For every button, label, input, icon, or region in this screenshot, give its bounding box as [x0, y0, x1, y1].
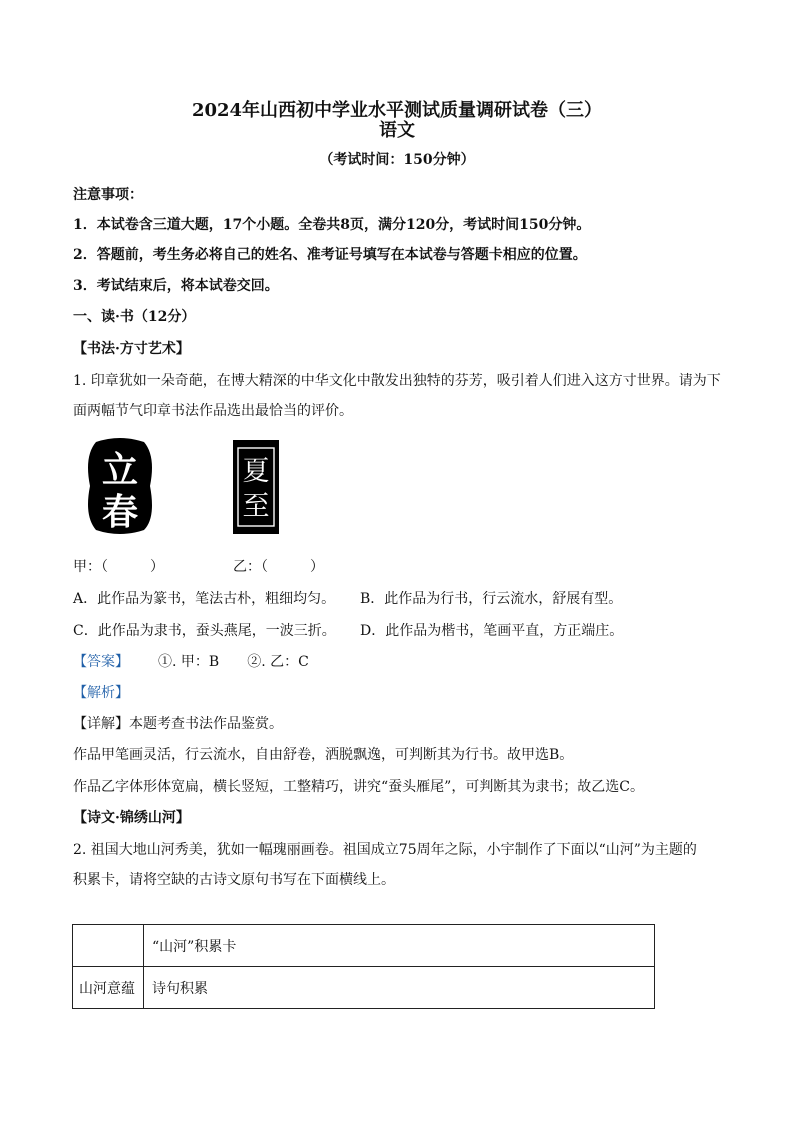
card-title-cell: “山河”积累卡: [144, 925, 655, 967]
question-1-text: 1. 印章犹如一朵奇葩，在博大精深的中华文化中散发出独特的芬芳，吸引着人们进入这方寸世界。请为下: [73, 373, 721, 389]
seal-char: 至: [242, 491, 270, 522]
seal-char: 夏: [242, 456, 270, 487]
question-2-text: 2. 祖国大地山河秀美，犹如一幅瑰丽画卷。祖国成立75周年之际，小宇制作了下面以“山河”为主题的: [73, 842, 697, 858]
note-item: 1．本试卷含三道大题，17个小题。全卷共8页，满分120分，考试时间150分钟。: [73, 217, 591, 233]
option-d: D．此作品为楷书，笔画平直，方正端庄。: [360, 623, 624, 639]
section-heading: 一、读·书（12分）: [73, 309, 196, 325]
subsection-heading: 【书法·方寸艺术】: [73, 341, 190, 357]
option-a: A．此作品为篆书，笔法古朴，粗细均匀。: [73, 591, 336, 607]
question-2-text-cont: 积累卡，请将空缺的古诗文原句书写在下面横线上。: [73, 872, 395, 888]
seal-image-yi: [233, 440, 279, 534]
accumulation-card-table: [72, 924, 655, 1009]
table-cell-empty: [73, 925, 144, 967]
option-b: B．此作品为行书，行云流水，舒展有型。: [360, 591, 623, 607]
option-c: C．此作品为隶书，蚕头燕尾，一波三折。: [73, 623, 336, 639]
note-item: 2．答题前，考生务必将自己的姓名、准考证号填写在本试卷与答题卡相应的位置。: [73, 247, 587, 263]
row-value-cell: 诗句积累: [144, 967, 655, 1009]
answer-blank-jia: 甲：（ ）: [73, 559, 164, 575]
analysis-label: 【解析】: [73, 685, 129, 701]
table-row: [73, 925, 655, 967]
subject-title: 语文: [379, 120, 415, 141]
answer-blank-yi: 乙：（ ）: [233, 559, 324, 575]
seal-image-jia: [86, 436, 154, 536]
exam-time: （考试时间：150分钟）: [319, 152, 475, 168]
table-row: [73, 967, 655, 1009]
question-1-text-cont: 面两幅节气印章书法作品选出最恰当的评价。: [73, 403, 353, 419]
notes-heading: 注意事项：: [73, 187, 143, 203]
answer-text: ①. 甲：B ②. 乙：C: [158, 654, 309, 670]
page-title: 2024年山西初中学业水平测试质量调研试卷（三）: [191, 100, 603, 121]
explanation-text: 作品乙字体形体宽扁，横长竖短，工整精巧，讲究“蚕头雁尾”，可判断其为隶书；故乙选C。: [73, 779, 645, 795]
detail-text: 【详解】本题考查书法作品鉴赏。: [73, 716, 283, 732]
subsection-heading: 【诗文·锦绣山河】: [73, 810, 190, 826]
seal-char: 春: [101, 491, 139, 533]
explanation-text: 作品甲笔画灵活，行云流水，自由舒卷，洒脱飘逸，可判断其为行书。故甲选B。: [73, 747, 574, 763]
row-label-cell: 山河意蕴: [73, 967, 144, 1009]
answer-label: 【答案】: [73, 654, 129, 670]
seal-char: 立: [101, 449, 139, 491]
note-item: 3．考试结束后，将本试卷交回。: [73, 278, 279, 294]
